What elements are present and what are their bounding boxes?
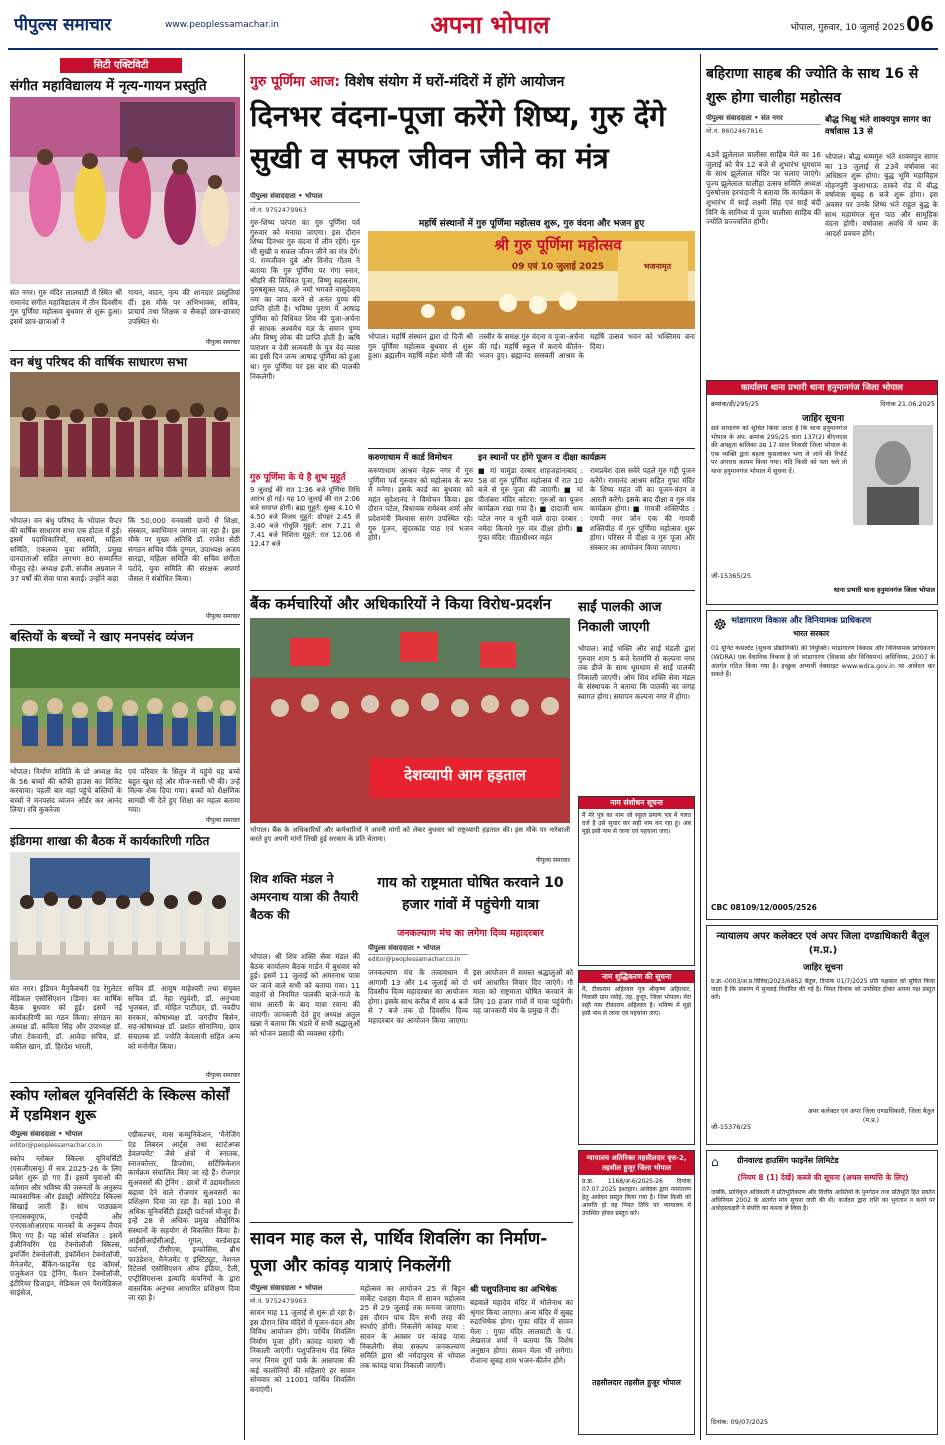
chaliha-byline: पीपुल्स संवाददाता • संत नगर xyxy=(706,114,821,125)
court-notice-sub: जाहिर सूचना xyxy=(803,963,843,973)
story2-body-a: भोपाल। वन बंधु परिषद के भोपाल चैप्टर की वार्षिक साधारण सभा एक होटल में हुई। इसमें पदाधिकारियों, सदस्यों, महिला समिति, एकलव्य युवा समिति, प्रमुख दानदाताओं सहित लगभग 80 सम्मानित मौजूद रहे। अध्यक्ष इंजी. संजीव अग्रवाल ने 37 वर्षों की सेवा यात्रा बताई। उन्होंने कहा xyxy=(10,516,122,583)
main-headline: दिनभर वंदना-पूजा करेंगे शिष्य, गुरु देंगे सुखी व सफल जीवन जीने का मंत्र xyxy=(250,99,666,175)
masthead xyxy=(0,0,945,52)
story2-body-b: कि 50,000 वनवासी ग्रामों में शिक्षा, संस्कार, स्वाभिमान जगाना जा रहा है। इस मौके पर मुख्य अतिथि डॉ. राजेश सेठी संगठन सचिव पीके दुग्गल, उपाध्यक्ष अजय सारड़ा, महिला समिति की सचिव संगीता पटोदे, युवा समिति की संरक्षक अपर्णा जैसल ने संबोधित किया। xyxy=(128,516,240,583)
van-bandhu-meeting-photo xyxy=(10,372,240,512)
section-title: अपना भोपाल xyxy=(430,11,550,39)
guru-purnima-event-photo xyxy=(368,231,695,329)
main-mobile: मो.नं. 9752479963 xyxy=(250,206,307,214)
sawan-body-col1: सावन माह 11 जुलाई से शुरू हो रहा है। इस दौरान शिव मंदिरों में पूजन-वंदन और विविध आयोजन होंगे। पार्थिव शिवलिंग निर्माण पूजा होंगे। कांवड़ यात्राएं भी निकाली जाएंगी। पशुपतिनाथ रोड स्थित नगर निगम दुर्गा पार्क के आसपास की कई कालोनियों की महिलाएं हर सावन सोमवार को 11001 पार्थिव शिवलिंग बनाएंगी। xyxy=(250,1308,355,1394)
story2-credit: पीपुल्स समाचार xyxy=(205,613,240,620)
chaliha-mobile: मो.नं. 8602467816 xyxy=(706,127,763,135)
story2-headline: वन बंधु परिषद की वार्षिक साधारण सभा xyxy=(10,355,188,369)
karunadham-heading: करुणाधाम में कार्ड विमोचन xyxy=(368,453,453,463)
shiv-shakti-body: भोपाल। श्री शिव शक्ति सेवा मंडल की बैठक कार्यालय बैठक गार्डन में बुधवार को हुई। इसमें 11 जुलाई को अमरनाथ यात्रा पर जाने वाले सभी को बताया गया। 11 वाहनों से नियमित पालकी बाजे-गाजे के साथ आरती के बाद यात्रा रवाना की जाएगी। जानकारी देते हुए अध्यक्ष अतुल खन्ना ने बताया कि भंडारे में सभी श्रद्धालुओं को भोजन प्रसादी की व्यवस्था रहेगी। xyxy=(250,952,360,1038)
court-notice-title: न्यायालय अपर कलेक्टर एवं अपर जिला दण्डाधिकारी बैतूल (म.प्र.) xyxy=(716,931,930,956)
shiv-shakti-headline: शिव शक्ति मंडल ने अमरनाथ यात्रा की तैयारी बैठक की xyxy=(250,872,359,922)
karunadham-body: करुणाधाम आश्रम नेहरू नगर में गुरु पूर्णिमा पर्व गुरुवार को महोत्सव के रूप में मनेगा। इसके कार्ड का बुधवार को महंत सुदेशानंद ने विमोचन किया। इस दौरान पटेल, विधायक रामेश्वर शर्मा और प्रदेशमंत्री विश्वास सारंग उपस्थित रहे। गुरु पूजन, सुंदरकांड पाठ एवं भजन होंगे। xyxy=(368,466,473,543)
name-change-2-body: मैं, टीकाराम अहिरवार पुत्र श्रीकृष्ण अहिरवार, निवासी ग्राम रसोई, तह. हुजूर, जिला भोपाल। मेरा सही नाम टीकाराम अहिरवार है। भविष्य में मुझे इसी नाम से जाना एवं पहचाना जाए। xyxy=(582,986,691,1017)
dance-performance-photo xyxy=(10,97,240,284)
buddha-headline: बौद्ध भिक्षु भंते शाक्यपुत्र सागर का वर्षावास 13 से xyxy=(825,115,931,137)
sai-palki-body: भोपाल। साईं भक्ति और साईं मंडली द्वारा गुरुवार शाम 5 बजे रेलमणि से कल्पना नगर तक डीजे के साथ धूमधाम से साईं पालकी निकाली जाएगी। ओम शिव शक्ति सेवा मंडल के संस्थापक ने बताया कि पालकी का जगह स्वागत होगा। समापन कल्पना नगर में होगा। xyxy=(578,644,695,701)
betul-court-notice xyxy=(706,925,938,1145)
story4-body-a: संत नगर। इंडियन मैनुफैक्चरी एंड रेगुलेटर मेडिकल एसोसिएशन (डिमा) का वार्षिक बैठक बुधवार को हुई। इसमें नई कार्यकारिणी का गठन किया। संगठन का अध्यक्ष डॉ. कविता सिंह और उपाध्यक्ष डॉ. जीरा टेकवानी, डॉ. आवेदा सचिव, डॉ. वकील खान, डॉ. हिरदेश भारती, xyxy=(10,984,122,1051)
name-change-notice-2 xyxy=(578,970,695,1145)
buddha-body: भोपाल। बौद्ध धम्मगुरु भंते शाक्यपुत्र सागर का 13 जुलाई से 23वें वर्षावास का अधिष्ठान शुरू होगा। बुद्ध भूमि महाविहार मोहनपुरी कुशाभाऊ ठाकरे रोड में बौद्ध वर्षावास सुबह 6 बजे शुरू होगा। इस अवसर पर उनके शिष्य भंते राहुल बुद्ध के साथ महामंगल सुत्त पाठ और सामूहिक वंदना होगी। वर्षावास अवधि में धम्म के आदर्श प्रवचन होंगे। xyxy=(825,152,938,238)
page-number: 06 xyxy=(906,12,934,36)
event-banner-dates: 09 एवं 10 जुलाई 2025 xyxy=(511,262,605,272)
housing-finance-sub: (नियम 8 (1) देखें) कब्जे की सूचना (अचल सम्पत्ति के लिए) xyxy=(737,1173,909,1182)
cow-yatra-headline: गाय को राष्ट्रमाता घोषित करवाने 10 हजार गांवों में पहुंचेगी यात्रा xyxy=(377,875,564,913)
places-heading: इन स्थानों पर होंगे पूजन व दीक्षा कार्यक्रम xyxy=(478,453,606,463)
paper-logo: पीपुल्स समाचार xyxy=(14,15,112,35)
city-activity-tag: सिटी एक्टिविटी xyxy=(60,58,182,73)
bank-banner-text: देशव्यापी आम हड़ताल xyxy=(404,766,526,784)
hanumanganj-notice-body: सर्व साधारण को सूचित किया जाता है कि थाना हनुमानगंज भोपाल के अप. क्रमांक 295/25 धारा 137(2) बीएनएस की अपहृता बालिका उम्र 17 साल निवासी जिला भोपाल के एक व्यक्ति द्वारा बहला फुसलाकर भगा ले जाने की रिपोर्ट पर अपराध कायम किया गया। यदि किसी को पता चले तो थाना हनुमानगंज भोपाल में सूचना दें। xyxy=(711,425,847,475)
housing-finance-date: दिनांक: 09/07/2025 xyxy=(711,1418,769,1426)
main-body-col1: गुरु-शिष्य परंपरा का गुरु पूर्णिमा पर्व गुरुवार को मनाया जाएगा। इस दौरान शिष्य दिनभर गुरु वंदना में लीन रहेंगे। गुरु भी सुखी व सफल जीवन जीने का मंत्र देंगे। पं. रामजीवन दुबे और विनोद गौतम ने बताया कि गुरु पूर्णिमा पर गंगा स्नान, श्रीहरि की विधिवत पूजा, विष्णु सहस्रनाम, पुरुषसूक्त पाठ, ॐ नमो भगवते वासुदेवाय नमः का जाप करने से अनंत पुण्य की प्राप्ति होती है। भविष्य पुराण में आषाढ़ पूर्णिमा को विधिवत शिव की पूजा-अर्चना से साधक अश्वमेध यज्ञ के समान पुण्य और विष्णु लोक की प्राप्ति होती है। ऋषि पाराशर व देवी सत्यवती के पुत्र वेद व्यास का इसी दिन जन्म आषाढ़ पूर्णिमा को हुआ था। गुरु पूर्णिमा पर इस बार की पालकी निकलेगी। xyxy=(250,218,360,381)
hanumanganj-notice-ref: क्रमांक/डी/295/25 xyxy=(711,400,759,408)
places-list: ■ मां चामुंडा दरबार शाहजहांनाबाद : 58 वां गुरु पूर्णिमा महोत्सव में रात 10 बजे से गुरु पूजा की जाएगी। ■ मां पीतांबरा मंदिर कोटरा: गुरुओं का पूजन कार्यक्रम रखा गया है। ■ दादाजी धाम पटेल नगर व धूनी वाले दादा दरबार : नर्मदा किनारे गुरु मंत्र दीक्षा होगी। ■ गुफा मंदिर: पीठाधीश्वर महंत xyxy=(478,466,583,543)
court-notice-body: प्र.क्र.-0003/अ.प्र.विविध/2023/6852 बैतूल, दिनांक 01/7/2025 प्रति पक्षकार को सूचित किया जाता है कि प्रकरण में सुनवाई निर्धारित की गई है। नियत दिनांक को उपस्थित होकर अपना पक्ष प्रस्तुत करें। xyxy=(711,978,935,1001)
housing-finance-body: जबकि, प्राधिकृत अधिकारी ने प्रतिभूतिकरण और वित्तीय आस्तियों के पुनर्गठन तथा प्रतिभूति हित प्रवर्तन अधिनियम 2002 के अंतर्गत मांग सूचना जारी की थी। कर्जदार द्वारा राशि का भुगतान न करने पर अधोहस्ताक्षरी ने संपत्ति का कब्जा ले लिया है। xyxy=(711,1189,935,1212)
court-notice-sign: अपर कलेक्टर एवं अपर जिला दण्डाधिकारी, जिला बैतूल (म.प्र.) xyxy=(807,1108,935,1124)
wdra-notice xyxy=(706,610,938,920)
wdra-title: भांडागारण विकास और विनियामक प्राधिकरण xyxy=(731,616,872,626)
children-cafe-photo xyxy=(10,648,240,763)
places-list-cont: रामप्रवेश दास सवेरे पहले गुरु गद्दी पूजन करेंगे। रामानंद आश्रम सहित गुफा मंदिर के शिष्य महंत जी का पूजन-वंदन व आरती करेंगे। इसके बाद दीक्षा व गुरु मंत्र कार्यक्रम होगा। ■ गायत्री शक्तिपीठ : एमपी नगर जोन एक की गायत्री शक्तिपीठ में गुरु पूर्णिमा महोत्सव शुरू होगा। परिसर में दीक्षा व गुरु पूजा और संस्कार का आयोजन किया जाएगा। xyxy=(590,466,695,552)
story5-byline: पीपुल्स संवाददाता • भोपाल xyxy=(10,1130,122,1141)
hanumanganj-notice-title: कार्यालय थाना प्रभारी थाना हनुमानगंज जिला भोपाल xyxy=(707,381,937,395)
court-notice-code: जी-15376/25 xyxy=(711,1123,751,1131)
muhurat-box-body: 9 जुलाई की रात 1:36 बजे पूर्णिमा तिथि आरंभ हो गई। यह 10 जुलाई की रात 2:06 बजे समाप्त होगी। ब्रह्म मुहूर्त: सुबह 4.10 से 4.50 बजे विजय मुहूर्त: दोपहर 2.45 से 3.40 बजे गोधूलि मुहूर्त: शाम 7.21 से 7.41 बजे निशिता मुहूर्त: रात 12.06 से 12.47 बजे xyxy=(250,486,360,548)
hanumanganj-notice xyxy=(706,380,938,605)
name-change-2-title: नाम शुद्धिकरण की सूचना xyxy=(579,971,694,983)
tehsil-notice-sign: तहसीलदार तहसील हुजूर भोपाल xyxy=(592,1378,681,1387)
story5-body-a: स्कोप ग्लोबल स्किल्स यूनिवर्सिटी (एसजीएसयू) में सत्र 2025-26 के लिए प्रवेश शुरू हो गए हैं। इसमें युवाओं की वर्तमान और भविष्य की जरूरतों के अनुरूप व्यावसायिक और इंडस्ट्री ओरिएंटेड स्किल्स सिखाई जाती हैं। साथ पाठ्यक्रम एनएसक्यूएफ, एनईपी और एनएसओआरएफ मानकों के अनुरूप तैयार किए गए हैं। यह कोर्स संचालित : इसमें इंजीनियरिंग एंड टेक्नोलॉजी स्किल्स, इमर्जिंग टेक्नोलॉजी, इंफॉर्मेशन टेक्नोलॉजी, मैनेजमेंट, बैंकिंग-फाइनेंस एंड कॉमर्स, एजुकेशन एंड ट्रेनिंग, फैशन टेक्नोलॉजी, इंटीरियर डिजाइन, मेडिकल एवं पैरामेडिकल साइंसेज, xyxy=(10,1154,122,1298)
story1-credit: पीपुल्स समाचार xyxy=(205,339,240,346)
missing-person-photo xyxy=(853,425,933,525)
wdra-body: 01 यूनिट कंसल्टेंट (सूचना प्रौद्योगिकी) की नियुक्ति। भांडागारण विकास और विनियामक प्राधिकरण (WDRA) एक वैधानिक निकाय है जो भांडागारण (विकास और विनियमन) अधिनियम, 2007 के अंतर्गत गठित किया गया है। इच्छुक अभ्यर्थी वेबसाइट www.wdra.gov.in पर आवेदन कर सकते हैं। xyxy=(711,645,935,679)
wdra-code: CBC 08109/12/0005/2526 xyxy=(711,903,817,912)
maharishi-photo-heading: महर्षि संस्थानों में गुरु पूर्णिमा महोत्सव शुरू, गुरु वंदना और भजन हुए xyxy=(418,219,645,229)
sawan-byline: पीपुल्स संवाददाता • भोपाल xyxy=(250,1284,355,1295)
story3-headline: बस्तियों के बच्चों ने खाए मनपसंद व्यंजन xyxy=(10,629,194,644)
name-change-1-title: नाम संशोधन सूचना xyxy=(579,797,694,809)
story4-credit: पीपुल्स समाचार xyxy=(205,1072,240,1079)
story1-body-b: गायन, वादन, नृत्य की शानदार प्रस्तुतियां दीं। इस मौके पर अभिभावक, सचिव, प्राचार्य तथा शिक्षक व सैकड़ों छात्र-छात्राएं उपस्थित थे। xyxy=(128,288,240,326)
guru-purnima-kicker xyxy=(250,72,695,92)
hanumanganj-notice-date: दिनांक 21.06.2025 xyxy=(880,400,935,408)
housing-finance-logo-icon: ⌂ xyxy=(711,1155,719,1169)
cow-yatra-body: जनकल्याण मंच के तत्वावधान में आगामी 13 और 14 जुलाई को दो दिवसीय दिव्य महादरबार का आयोजन होगा। इसके साथ करीब में सांय 4 बजे से 7 बजे तक दो दिवसीय दिव्य महादरबार का आयोजन किया जाएगा। इस आयोजन में समस्त श्रद्धालुओं को धर्म आधारित विचार दिए जाएंगे। गौ माता को राष्ट्रमाता घोषित करवाने के लिए 10 हजार गांवों में यात्रा पहुंचेगी। यह जानकारी मंच के प्रमुख ने दी। xyxy=(368,968,573,1025)
main-byline: पीपुल्स संवाददाता • भोपाल xyxy=(250,192,360,203)
name-change-notice-1 xyxy=(578,796,695,966)
tehsil-notice xyxy=(578,1150,695,1435)
emblem-icon: ☸ xyxy=(712,615,728,634)
hanumanganj-notice-sign: थाना प्रभारी थाना हनुमानगंज जिला भोपाल xyxy=(833,586,935,594)
story3-body-a: भोपाल। निर्माण समिति के प्रो अध्यक्ष वेद के 56 बच्चों की कॉफी हाउस का विजिट करवाया। पहली बार वहां पहुंचे बस्तियों के बच्चों ने मनपसंद व्यंजन ऑर्डर कर आनंद लिया। रवि कुकरेजा xyxy=(10,767,122,815)
pashupatinath-body: बड़वाले महादेव मंदिर में भोलेनाथ का श्रृंगार किया जाएगा। अन्य मंदिर में सुबह रुद्राभिषेक होगा। गुफा मंदिर में सावन मेला : गुफा मंदिर लालघाटी के पं. लेखराज शर्मा ने बताया कि विशेष अनुष्ठान होगा। सावन मेला भी लगेगा। रोजाना सुबह शाम भजन-कीर्तन होंगे। xyxy=(470,1298,573,1365)
housing-finance-notice xyxy=(706,1150,938,1435)
wdra-sub: भारत सरकार xyxy=(792,629,830,638)
bank-protest-credit: पीपुल्स समाचार xyxy=(535,857,570,864)
indigma-meeting-photo xyxy=(10,852,240,980)
story1-body-a: संत नगर। गुरु मंदिर लालघाटी में स्थित श्री रामानंद संगीत महाविद्यालय में तीन दिवसीय गुरु पूर्णिमा महोत्सव बुधवार से शुरू हुआ। इसमें छात्र-छात्राओं ने xyxy=(10,288,122,326)
chaliha-body: 43वें झूलेलाल चालीसा साहिब मेले का 16 जुलाई को चैत्र 12 बजे से शुभारंभ धूमधाम के साथ झूलेलाल मंदिर पर चलाए जाएंगे। पूज्य झूलेलाल चालीहा उत्सव समिति अध्यक्ष पुरुषोत्तम हरचंदानी ने बताया कि कार्यक्रम के शुभारंभ में साईं लक्ष्मी सिंह एवं साईं बंदी विनि के सानिध्य में पूज्य चालीसा साहिब की ज्योति प्रज्ज्वलित होगी। xyxy=(706,150,821,227)
muhurat-box-title: गुरु पूर्णिमा के ये है शुभ मुहूर्त xyxy=(250,473,346,483)
bank-protest-headline: बैंक कर्मचारियों और अधिकारियों ने किया विरोध-प्रदर्शन xyxy=(250,595,552,613)
cow-yatra-subhead: जनकल्याण मंच का लगेगा दिव्य महादरबार xyxy=(397,928,544,939)
bank-protest-photo xyxy=(250,618,570,823)
cow-yatra-email[interactable]: editor@peoplessamachar.co.in xyxy=(368,956,461,963)
sawan-headline: सावन माह कल से, पार्थिव शिवलिंग का निर्माण-पूजा और कांवड़ यात्राएं निकलेंगी xyxy=(250,1229,548,1276)
story4-body-b: सचिव डॉ. आयुष माहेश्वरी तथा संयुक्त सचिव डॉ. नेहा रघुवंशी, डॉ. अनुभवा भुजबल, डॉ. मोहित पाटीदार, डॉ. नवदीप सरकार, कोषाध्यक्ष डॉ. जगदीप बिसेन, सह-कोषाध्यक्ष डॉ. प्रशांत सोनानिया, छात्र संचालक डॉ. ज्योति केवलानी सहित अन्य को मनोनीत किया। xyxy=(128,984,240,1051)
tehsil-notice-body: प्र.क्र. 1168/अ-6/2025-26 दिनांक 07.07.2025 इश्तहार। आवेदक द्वारा नामांतरण हेतु आवेदन प्रस्तुत किया गया है। जिस किसी को आपत्ति हो वह नियत तिथि पर न्यायालय में उपस्थित होकर प्रस्तुत करें। xyxy=(582,1178,691,1217)
name-change-1-body: मैं मेरे पुत्र का नाम जो स्कूल प्रमाण पत्र में गलत दर्ज है उसे सुधार कर सही नाम कर रहा हूं। अब मुझे इसी नाम से जाना एवं पहचाना जाए। xyxy=(582,812,691,835)
story5-body-b: एग्रीकल्चर, मास कम्युनिकेशन, 'मैनेजिंग एंड लिबरल आर्ट्स तथा स्टार्टअप्स डेवलपमेंट' जैसे क्षेत्रों में स्नातक, स्नातकोत्तर, डिप्लोमा, सर्टिफिकेशन कार्यक्रम संचालित किए जा रहे हैं। रोजगार सुअवसरों की ट्रेनिंग : छात्रों में उद्यमशीलता बढ़ावा देने वाले रोजगार सुअवसरों का प्रशिक्षण दिया जा रहा है। वहां 100 से अधिक यूनिवर्सिटी इंडस्ट्री पार्टनर्स मौजूद हैं। इन्हें 28 से अधिक प्रमुख औद्योगिक संस्थानों के सहयोग से विकसित किया है। आईसीआईसीआई, गूगल, वर्ल्डवाइड पार्टनर्स, टीसीएस, इन्फोसिस, ब्रीथ फाउंडेशन, मैनेजमेंट ए इंस्टिट्यूट, नेशनल रिटेलर्स एसोसिएशन ऑफ इंडिया, टैली, एप्ट्रीसिएशन्स इत्यादि कंपनियों के द्वारा वास्तविक अनुभव आधारित प्रशिक्षण दिया जा रहा है। xyxy=(128,1130,240,1303)
maharishi-photo-caption: भोपाल। महर्षि संस्थान द्वारा दो दिनी श्री गुरु पूर्णिमा महोत्सव बुधवार से शुरू हुआ। ब्रह्मलीन महर्षि महेश योगी जी की तस्वीर के समक्ष गुरु वंदना व पूजा-अर्चना की गई। महर्षि स्कूल में कराये कीर्तन-भजन हुए। ब्रह्मानंद सरस्वती आश्रम के महर्षि उत्सव भवन को भक्तिमय बना दिया। xyxy=(368,332,695,361)
website-link[interactable]: www.peoplessamachar.in xyxy=(165,20,279,30)
sai-palki-headline: साईं पालकी आज निकाली जाएगी xyxy=(578,600,662,635)
pashupatinath-heading: श्री पशुपतिनाथ का अभिषेक xyxy=(470,1285,557,1295)
dateline: भोपाल, गुरुवार, 10 जुलाई 2025 xyxy=(790,23,905,33)
story5-email[interactable]: editor@peoplessamachar.co.in xyxy=(10,1142,103,1149)
cow-yatra-byline: पीपुल्स संवाददाता • भोपाल xyxy=(368,944,468,955)
story4-headline: इंडिगमा शाखा की बैठक में कार्यकारिणी गठित xyxy=(10,834,210,848)
kicker-rest: विशेष संयोग में घरों-मंदिरों में होंगे आयोजन xyxy=(344,74,565,90)
chaliha-headline: बहिराणा साहब की ज्योति के साथ 16 से शुरू होगा चालीहा महोत्सव xyxy=(706,66,919,106)
story3-credit: पीपुल्स समाचार xyxy=(205,817,240,824)
hanumanganj-notice-sub: जाहिर सूचना xyxy=(801,414,845,423)
event-banner-text: श्री गुरु पूर्णिमा महोत्सव xyxy=(494,236,622,254)
housing-finance-title: ग्रीनवाल्ड हाउसिंग फाइनेंस लिमिटेड xyxy=(737,1156,839,1165)
hanumanganj-notice-code: जी-15365/25 xyxy=(711,572,751,580)
story3-body-b: एवं परिवार के सितुत्र में पहुंचे यह बच्चे बहुत खुश रहे और मौज-मस्ती भी की। उन्हें मिल्क शेक दिया गया। बच्चों को शैक्षणिक सामग्री भी देते हुए शिक्षा का महत्व बताया गया। xyxy=(128,767,240,815)
tehsil-notice-title: न्यायालय अतिरिक्त तहसीलदार वृत्त-2, तहसील हुजूर जिला भोपाल xyxy=(579,1151,694,1175)
story1-headline: संगीत महाविद्यालय में नृत्य-गायन प्रस्तुति xyxy=(10,78,207,94)
story5-headline: स्कोप ग्लोबल यूनिवर्सिटी के स्किल्स कोर्सों में एडमिशन शुरू xyxy=(10,1088,230,1124)
kicker-label: गुरु पूर्णिमा आज: xyxy=(250,74,340,90)
bank-protest-caption: भोपाल। बैंक के अधिकारियों और कर्मचारियों ने अपनी मांगों को लेकर बुधवार को राष्ट्रव्यापी हड़ताल की। इस मौके पर नारेबाजी करते हुए अपनी मांगों लिखी हुई सरकार के प्रति चेताया। xyxy=(250,826,570,843)
sawan-body-col2: महोत्सव का आयोजन 25 से बिट्टन मार्केट दशहरा मैदान में सावन महोत्सव 25 से 29 जुलाई तक मनाया जाएगा। इस दौरान पांच दिन सभी तरह की स्पर्धाएं होंगी। निकलेंगे कांवड़ यात्रा : सावन के अवसर पर कांवड़ यात्रा निकलेंगी। सेवा सकल्प जनकल्याण समिति द्वारा श्री नर्मदापुरम से भोपाल तक कांवड़ यात्रा निकाली जाएगी। xyxy=(360,1284,465,1370)
sawan-mobile: मो.नं. 9752479963 xyxy=(250,1297,307,1305)
event-banner-side: भजनामृत xyxy=(643,262,672,271)
